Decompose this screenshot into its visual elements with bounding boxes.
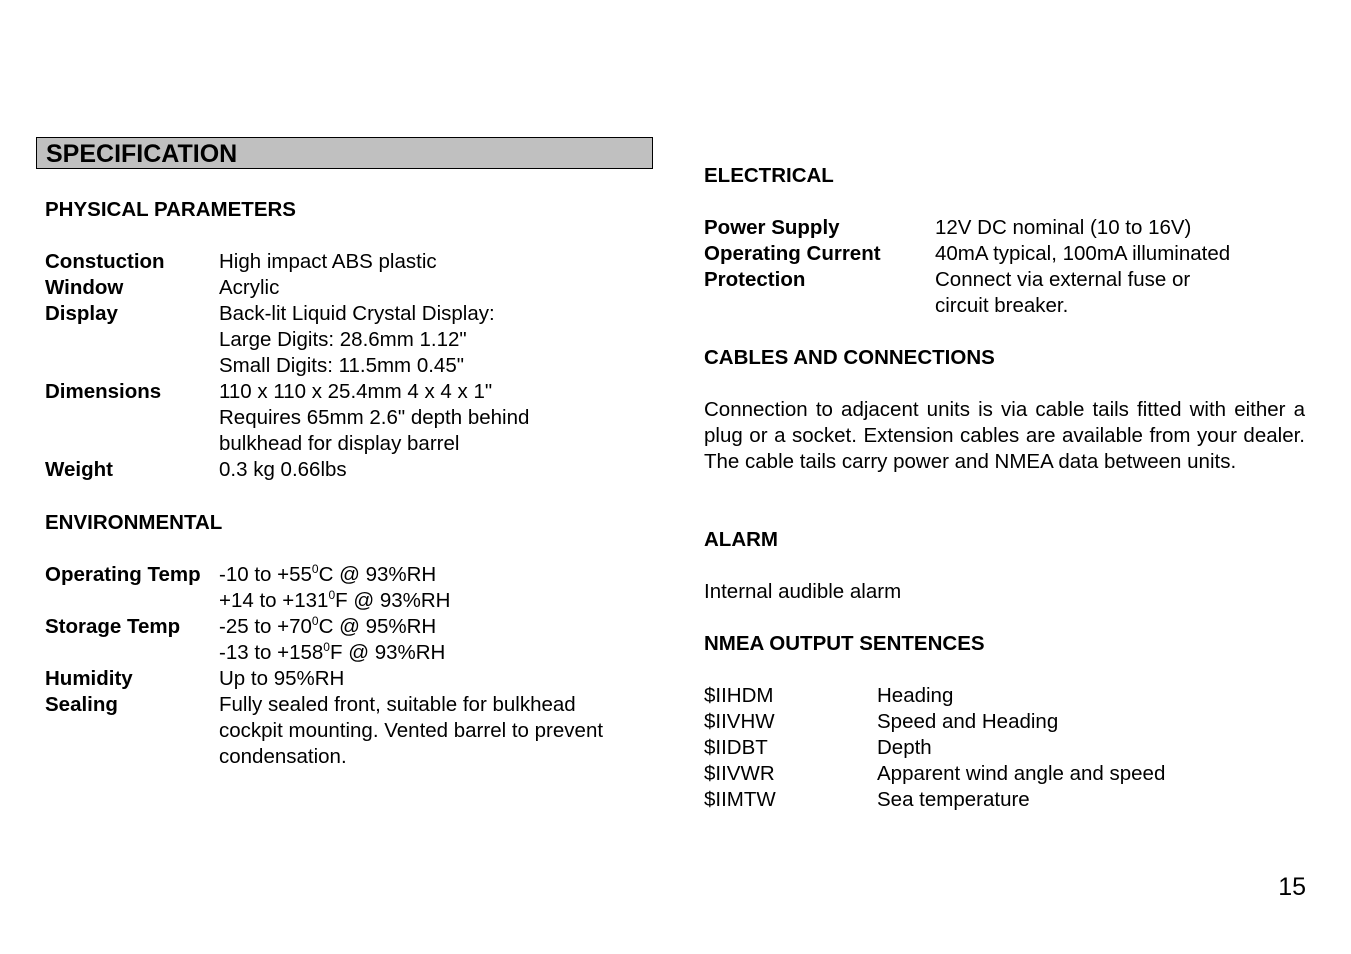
spec-label: Power Supply: [704, 216, 840, 239]
spec-value-line: 40mA typical, 100mA illuminated: [935, 242, 1231, 265]
spec-label: Humidity: [45, 667, 133, 690]
value-unit-text: C @ 95%RH: [318, 615, 437, 638]
value-text: +14 to +131: [219, 589, 329, 612]
spec-value-line: Apparent wind angle and speed: [877, 762, 1166, 785]
spec-value-line: condensation.: [219, 745, 347, 768]
spec-value-line: [219, 614, 445, 640]
spec-label: Window: [45, 276, 124, 299]
spec-value-line: Fully sealed front, suitable for bulkhead: [219, 693, 576, 716]
alarm-heading: ALARM: [704, 528, 779, 551]
degree-superscript: 0: [328, 588, 336, 602]
spec-value-line: Acrylic: [219, 276, 280, 299]
spec-value: [877, 787, 1030, 813]
spec-label: $IIVWR: [704, 762, 775, 785]
spec-value: [219, 666, 344, 692]
value-text: -13 to +158: [219, 641, 324, 664]
value-unit-text: F @ 93%RH: [335, 589, 451, 612]
spec-value: [219, 249, 437, 275]
spec-label: Dimensions: [45, 380, 162, 403]
spec-label: $IIMTW: [704, 788, 776, 811]
spec-label: $IIDBT: [704, 736, 768, 759]
value-text: -25 to +70: [219, 615, 312, 638]
physical-parameters-heading: PHYSICAL PARAMETERS: [45, 198, 296, 221]
spec-label: Storage Temp: [45, 615, 181, 638]
spec-value-line: Requires 65mm 2.6" depth behind: [219, 406, 530, 429]
cables-paragraph: Connection to adjacent units is via cable tails fitted with either a plug or a socket. Extension cables are available from your dealer. The cable tails carry power and NMEA data between units.: [704, 398, 1305, 473]
spec-value-line: Large Digits: 28.6mm 1.12": [219, 328, 467, 351]
spec-value-line: Heading: [877, 684, 954, 707]
spec-value: [935, 241, 1230, 267]
spec-value: [877, 709, 1058, 735]
spec-value: [877, 761, 1165, 787]
spec-value: [877, 735, 932, 761]
spec-value-line: Connect via external fuse or: [935, 268, 1191, 291]
spec-value-line: [219, 588, 451, 614]
spec-value-line: 0.3 kg 0.66lbs: [219, 458, 347, 481]
degree-superscript: 0: [311, 562, 319, 576]
spec-value-line: Speed and Heading: [877, 710, 1059, 733]
specification-banner: [36, 137, 653, 169]
spec-value: [219, 692, 603, 770]
spec-value-line: Sea temperature: [877, 788, 1030, 811]
environmental-heading: ENVIRONMENTAL: [45, 511, 223, 534]
spec-value-line: [219, 640, 445, 666]
spec-value-line: High impact ABS plastic: [219, 250, 437, 273]
spec-value: [219, 562, 451, 614]
page-title: SPECIFICATION: [46, 140, 238, 168]
spec-label: Operating Current: [704, 242, 881, 265]
spec-label: Sealing: [45, 693, 118, 716]
electrical-heading: ELECTRICAL: [704, 164, 834, 187]
value-unit-text: F @ 93%RH: [329, 641, 446, 664]
spec-value-line: Depth: [877, 736, 932, 759]
spec-value: [935, 267, 1190, 319]
spec-value: [219, 275, 279, 301]
spec-value: [219, 379, 529, 457]
spec-label: $IIHDM: [704, 684, 774, 707]
spec-value-line: circuit breaker.: [935, 294, 1069, 317]
spec-value-line: [219, 562, 451, 588]
page-number: 15: [1278, 873, 1306, 901]
value-unit-text: C @ 93%RH: [318, 563, 437, 586]
spec-value-line: cockpit mounting. Vented barrel to prevent: [219, 719, 604, 742]
degree-superscript: 0: [311, 614, 319, 628]
spec-value-line: Back-lit Liquid Crystal Display:: [219, 302, 495, 325]
spec-label: Constuction: [45, 250, 165, 273]
spec-value-line: 110 x 110 x 25.4mm 4 x 4 x 1": [219, 380, 493, 403]
spec-value: [219, 614, 445, 666]
value-text: -10 to +55: [219, 563, 312, 586]
degree-superscript: 0: [323, 640, 330, 654]
spec-label: Display: [45, 302, 118, 325]
nmea-heading: NMEA OUTPUT SENTENCES: [704, 632, 985, 655]
spec-value-line: 12V DC nominal (10 to 16V): [935, 216, 1192, 239]
spec-label: Operating Temp: [45, 563, 201, 586]
spec-value: [219, 301, 495, 379]
spec-value: [877, 683, 953, 709]
alarm-text: Internal audible alarm: [704, 580, 902, 603]
spec-value-line: Small Digits: 11.5mm 0.45": [219, 354, 465, 377]
spec-label: $IIVHW: [704, 710, 775, 733]
spec-value-line: bulkhead for display barrel: [219, 432, 460, 455]
spec-label: Protection: [704, 268, 806, 291]
spec-value-line: Up to 95%RH: [219, 667, 345, 690]
cables-heading: CABLES AND CONNECTIONS: [704, 346, 995, 369]
spec-value: [935, 215, 1191, 241]
spec-label: Weight: [45, 458, 113, 481]
spec-value: [219, 457, 347, 483]
